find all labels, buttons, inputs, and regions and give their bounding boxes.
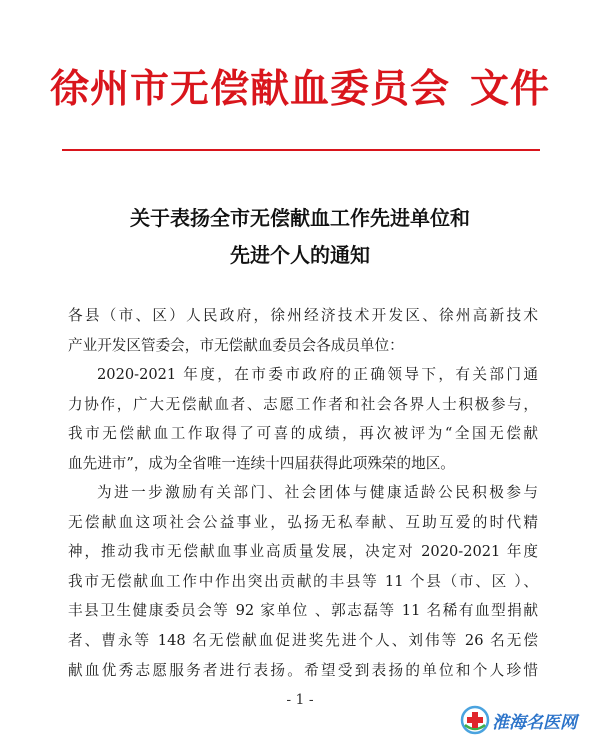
body-paragraph-1	[68, 360, 538, 478]
document-type: 文件	[470, 66, 551, 112]
text-line: 者、曹永等 148 名无偿献血促进奖先进个人、刘伟等 26 名无偿	[68, 631, 538, 649]
text-line: 产业开发区管委会，市无偿献血委员会各成员单位：	[68, 336, 404, 354]
site-watermark	[460, 702, 600, 738]
text-line: 无偿献血这项社会公益事业，弘扬无私奉献、互助互爱的时代精	[68, 513, 538, 531]
red-cross-emblem-icon	[460, 705, 490, 735]
text-line: 各县（市、区）人民政府，徐州经济技术开发区、徐州高新技术	[68, 307, 538, 324]
text-line: 神，推动我市无偿献血事业高质量发展，决定对 2020-2021 年度	[68, 543, 538, 561]
document-title-line-2: 先进个人的通知	[230, 243, 370, 267]
issuing-organization: 徐州市无偿献血委员会	[49, 66, 450, 112]
header-divider	[62, 149, 540, 151]
text-line: 2020-2021 年度，在市委市政府的正确领导下，有关部门通	[97, 366, 538, 383]
text-line: 丰县卫生健康委员会等 92 家单位 、郭志磊等 11 名稀有血型捐献	[68, 602, 538, 620]
document-header	[0, 58, 600, 114]
watermark-text: 淮海名医网	[492, 713, 577, 733]
text-line: 我市无偿献血工作中作出突出贡献的丰县等 11 个县（市、区 ）、	[68, 572, 538, 590]
text-line: 为进一步激励有关部门、社会团体与健康适龄公民积极参与	[97, 484, 538, 501]
text-line: 力协作，广大无偿献血者、志愿工作者和社会各界人士积极参与，	[68, 395, 538, 413]
document-title-line-1: 关于表扬全市无偿献血工作先进单位和	[130, 206, 470, 230]
text-line: 我市无偿献血工作取得了可喜的成绩，再次被评为“全国无偿献	[68, 425, 538, 443]
body-paragraph-2	[68, 478, 538, 685]
text-line: 献血优秀志愿服务者进行表扬。希望受到表扬的单位和个人珍惜	[68, 661, 538, 679]
text-line: 血先进市”，成为全省唯一连续十四届获得此项殊荣的地区。	[68, 454, 455, 472]
page-number: - 1 -	[286, 692, 314, 708]
salutation-paragraph	[68, 301, 538, 360]
